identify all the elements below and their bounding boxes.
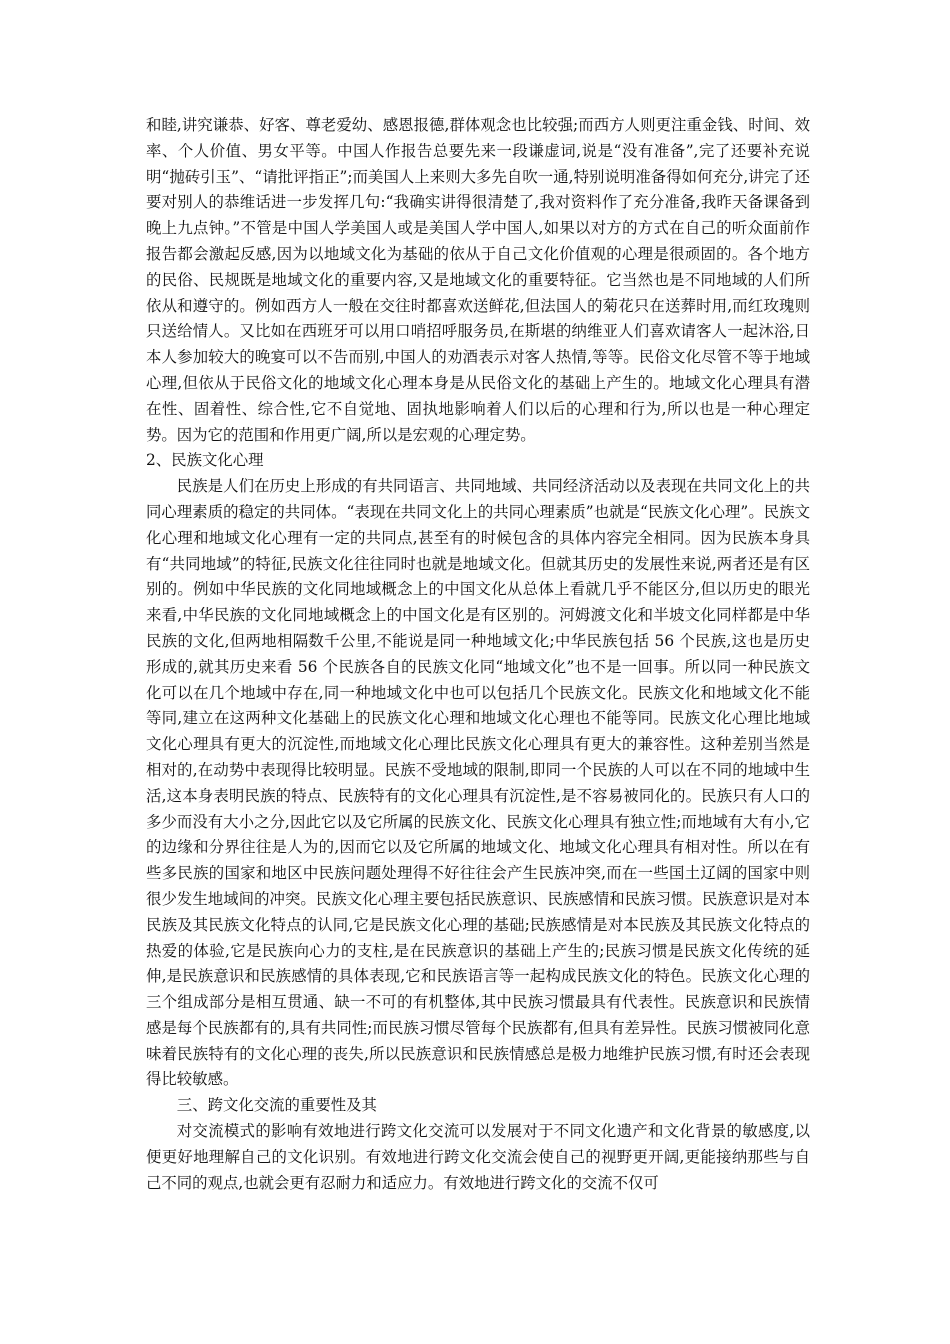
paragraph-ethnic-culture: 民族是人们在历史上形成的有共同语言、共同地域、共同经济活动以及表现在共同文化上的共同心理素质的稳定的共同体。“表现在共同文化上的共同心理素质”也就是“民族文化心理”。民族文化心理和地域文化心理有一定的共同点,甚至有的时候包含的具体内容完全相同。因为民族本身具有“共同地域”的特征,民族文化往往同时也就是地域文化。但就其历史的发展性来说,两者还是有区别的。例如中华民族的文化同地域概念上的中国文化从总体上看就几乎不能区分,但以历史的眼光来看,中华民族的文化同地域概念上的中国文化是有区别的。河姆渡文化和半坡文化同样都是中华民族的文化,但两地相隔数千公里,不能说是同一种地域文化;中华民族包括 56 个民族,这也是历史形成的,就其历史来看 56 个民族各自的民族文化同“地域文化”也不是一回事。所以同一种民族文化可以在几个地域中存在,同一种地域文化中也可以包括几个民族文化。民族文化和地域文化不能等同,建立在这两种文化基础上的民族文化心理和地域文化心理也不能等同。民族文化心理比地域文化心理具有更大的沉淀性,而地域文化心理比民族文化心理具有更大的兼容性。这种差别当然是相对的,在动势中表现得比较明显。民族不受地域的限制,即同一个民族的人可以在不同的地域中生活,这本身表明民族的特点、民族特有的文化心理具有沉淀性,是不容易被同化的。民族只有人口的多少而没有大小之分,因此它以及它所属的民族文化、民族文化心理具有独立性;而地域有大有小,它的边缘和分界往往是人为的,因而它以及它所属的地域文化、地域文化心理具有相对性。所以在有些多民族的国家和地区中民族问题处理得不好往往会产生民族冲突,而在一些国土辽阔的国家中则很少发生地域间的冲突。民族文化心理主要包括民族意识、民族感情和民族习惯。民族意识是对本民族及其民族文化特点的认同,它是民族文化心理的基础;民族感情是对本民族及其民族文化特点的热爱的体验,它是民族向心力的支柱,是在民族意识的基础上产生的;民族习惯是民族文化传统的延伸,是民族意识和民族感情的具体表现,它和民族语言等一起构成民族文化的特色。民族文化心理的三个组成部分是相互贯通、缺一不可的有机整体,其中民族习惯最具有代表性。民族意识和民族情感是每个民族都有的,具有共同性;而民族习惯尽管每个民族都有,但具有差异性。民族习惯被同化意味着民族特有的文化心理的丧失,所以民族意识和民族情感总是极力地维护民族习惯,有时还会表现得比较敏感。: [146, 477, 810, 1089]
section-heading-cross-cultural-communication: 三、跨文化交流的重要性及其: [176, 1096, 377, 1115]
paragraph-communication-patterns: 对交流模式的影响有效地进行跨文化交流可以发展对于不同文化遗产和文化背景的敏感度,以便更好地理解自己的文化识别。有效地进行跨文化交流会使自己的视野更开阔,更能接纳那些与自己不同的观点,也就会更有忍耐力和适应力。有效地进行跨文化的交流不仅可: [146, 1122, 810, 1192]
section-heading-ethnic-culture-psychology: 2、民族文化心理: [146, 451, 264, 470]
document-page: [146, 113, 810, 1196]
paragraph-regional-culture: 和睦,讲究谦恭、好客、尊老爱幼、感恩报德,群体观念也比较强;而西方人则更注重金钱、时间、效率、个人价值、男女平等。中国人作报告总要先来一段谦虚词,说是“没有准备”,完了还要补充说明“抛砖引玉”、“请批评指正”;而美国人上来则大多先自吹一通,特别说明准备得如何充分,讲完了还要对别人的恭维话进一步发挥几句:“我确实讲得很清楚了,我对资料作了充分准备,我昨天备课备到晚上九点钟。”不管是中国人学美国人或是美国人学中国人,如果以对方的方式在自己的听众面前作报告都会激起反感,因为以地域文化为基础的依从于自己文化价值观的心理是很顽固的。各个地方的民俗、民规既是地域文化的重要内容,又是地域文化的重要特征。它当然也是不同地域的人们所依从和遵守的。例如西方人一般在交往时都喜欢送鲜花,但法国人的菊花只在送葬时用,而红玫瑰则只送给情人。又比如在西班牙可以用口哨招呼服务员,在斯堪的纳维亚人们喜欢请客人一起沐浴,日本人参加较大的晚宴可以不告而别,中国人的劝酒表示对客人热情,等等。民俗文化尽管不等于地域心理,但依从于民俗文化的地域文化心理本身是从民俗文化的基础上产生的。地域文化心理具有潜在性、固着性、综合性,它不自觉地、固执地影响着人们以后的心理和行为,所以也是一种心理定势。因为它的范围和作用更广阔,所以是宏观的心理定势。: [146, 116, 810, 444]
